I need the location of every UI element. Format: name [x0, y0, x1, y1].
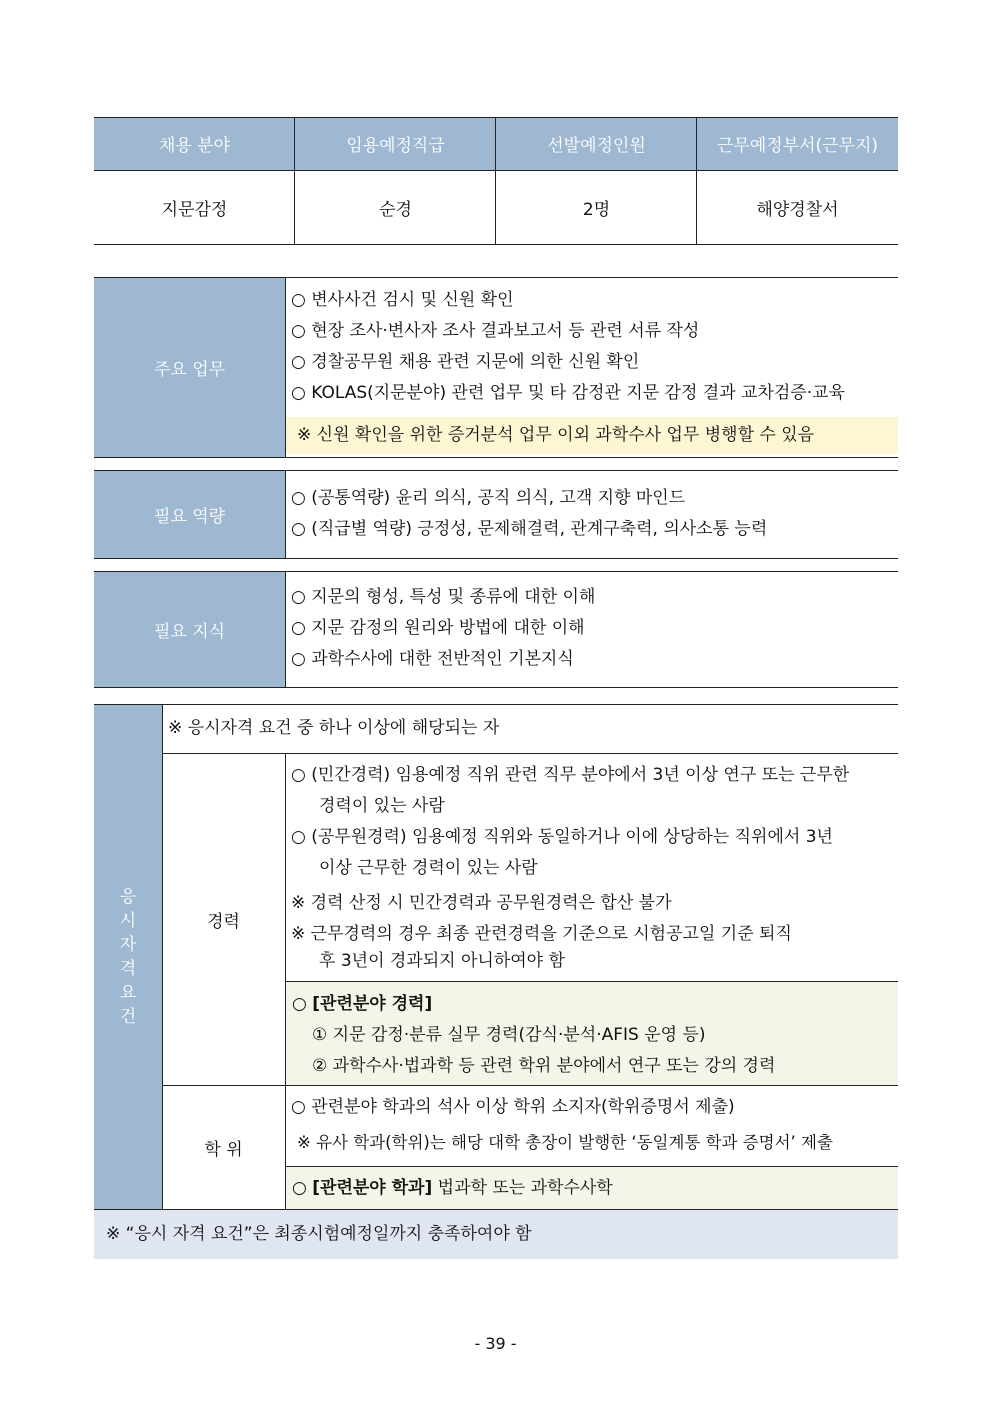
knowledge-item: ○ 지문의 형성, 특성 및 종류에 대한 이해: [291, 587, 596, 607]
career-note: ※ 근무경력의 경우 최종 관련경력을 기준으로 시험공고일 기준 퇴직: [291, 924, 792, 944]
career-note: ※ 경력 산정 시 민간경력과 공무원경력은 합산 불가: [291, 893, 672, 913]
duties-label: 주요 업무: [94, 277, 285, 458]
related-career-item: ② 과학수사·법과학 등 관련 학위 분야에서 연구 또는 강의 경력: [312, 1056, 776, 1076]
side-char: 자: [119, 935, 137, 955]
footer-note: ※ “응시 자격 요건”은 최종시험예정일까지 충족하여야 함: [94, 1210, 898, 1259]
knowledge-item: ○ 지문 감정의 원리와 방법에 대한 이해: [291, 618, 585, 638]
career-list: [285, 760, 898, 973]
competency-label: 필요 역량: [94, 470, 285, 559]
career-label: 경력: [207, 911, 240, 932]
related-career-item: ① 지문 감정·분류 실무 경력(감식·분석·AFIS 운영 등): [312, 1025, 706, 1045]
related-career-box: [286, 982, 898, 1085]
career-item: ○ (공무원경력) 임용예정 직위와 동일하거나 이에 상당하는 직위에서 3년: [291, 827, 833, 847]
duties-note: ※ 신원 확인을 위한 증거분석 업무 이외 과학수사 업무 병행할 수 있음: [285, 417, 898, 454]
duty-item: ○ 경찰공무원 채용 관련 지문에 의한 신원 확인: [291, 352, 640, 372]
degree-item: ○ 관련분야 학과의 석사 이상 학위 소지자(학위증명서 제출): [291, 1097, 735, 1117]
duty-item: ○ 변사사건 검시 및 신원 확인: [291, 290, 514, 310]
competency-section: [94, 470, 898, 559]
page-number: - 39 -: [474, 1334, 517, 1353]
competency-item: ○ (공통역량) 윤리 의식, 공직 의식, 고객 지향 마인드: [291, 488, 686, 508]
duties-section: [94, 277, 898, 458]
degree-label: 학 위: [204, 1140, 243, 1160]
related-degree-box: [286, 1167, 898, 1210]
header-field: 채용 분야: [94, 117, 295, 170]
related-career-heading: [관련분야 경력]: [312, 994, 433, 1014]
cell-dept: 해양경찰서: [756, 200, 839, 220]
career-item-cont: 이상 근무한 경력이 있는 사람: [319, 858, 538, 878]
side-char: 요: [119, 983, 137, 1003]
knowledge-label: 필요 지식: [94, 571, 285, 688]
knowledge-section: [94, 571, 898, 688]
cell-count: 2명: [582, 200, 611, 220]
side-char: 건: [119, 1007, 137, 1027]
side-char: 시: [119, 911, 137, 931]
header-grade: 임용예정직급: [295, 117, 496, 170]
duty-item: ○ KOLAS(지문분야) 관련 업무 및 타 감정관 지문 감정 결과 교차검증·교육: [291, 383, 845, 403]
recruitment-table: [94, 117, 898, 245]
knowledge-item: ○ 과학수사에 대한 전반적인 기본지식: [291, 649, 574, 669]
degree-note: ※ 유사 학과(학위)는 해당 대학 총장이 발행한 ‘동일계통 학과 증명서’ 제출: [297, 1133, 833, 1152]
competency-item: ○ (직급별 역량) 긍정성, 문제해결력, 관계구축력, 의사소통 능력: [291, 519, 768, 539]
side-char: 응: [119, 887, 137, 907]
qualification-side-label: [94, 704, 162, 1210]
header-dept: 근무예정부서(근무지): [697, 117, 898, 170]
knowledge-list: [285, 582, 898, 675]
career-item-cont: 경력이 있는 사람: [319, 796, 445, 816]
degree-list: [285, 1092, 898, 1163]
related-degree-heading: [관련분야 학과]: [312, 1178, 433, 1198]
qualification-intro: ※ 응시자격 요건 중 하나 이상에 해당되는 자: [168, 718, 500, 738]
cell-field: 지문감정: [161, 200, 228, 220]
side-char: 격: [119, 959, 137, 979]
related-degree-line: ○ [관련분야 학과] 법과학 또는 과학수사학: [292, 1178, 613, 1198]
duty-item: ○ 현장 조사·변사자 조사 결과보고서 등 관련 서류 작성: [291, 321, 700, 341]
career-item: ○ (민간경력) 임용예정 직위 관련 직무 분야에서 3년 이상 연구 또는 근무한: [291, 765, 850, 785]
career-note-cont: 후 3년이 경과되지 아니하여야 함: [319, 951, 565, 971]
competency-list: [285, 483, 898, 545]
related-career-title: ○ [관련분야 경력]: [292, 994, 433, 1014]
qualification-section: [94, 704, 898, 1210]
cell-grade: 순경: [379, 200, 412, 220]
duties-list: [285, 285, 898, 409]
header-count: 선발예정인원: [496, 117, 697, 170]
